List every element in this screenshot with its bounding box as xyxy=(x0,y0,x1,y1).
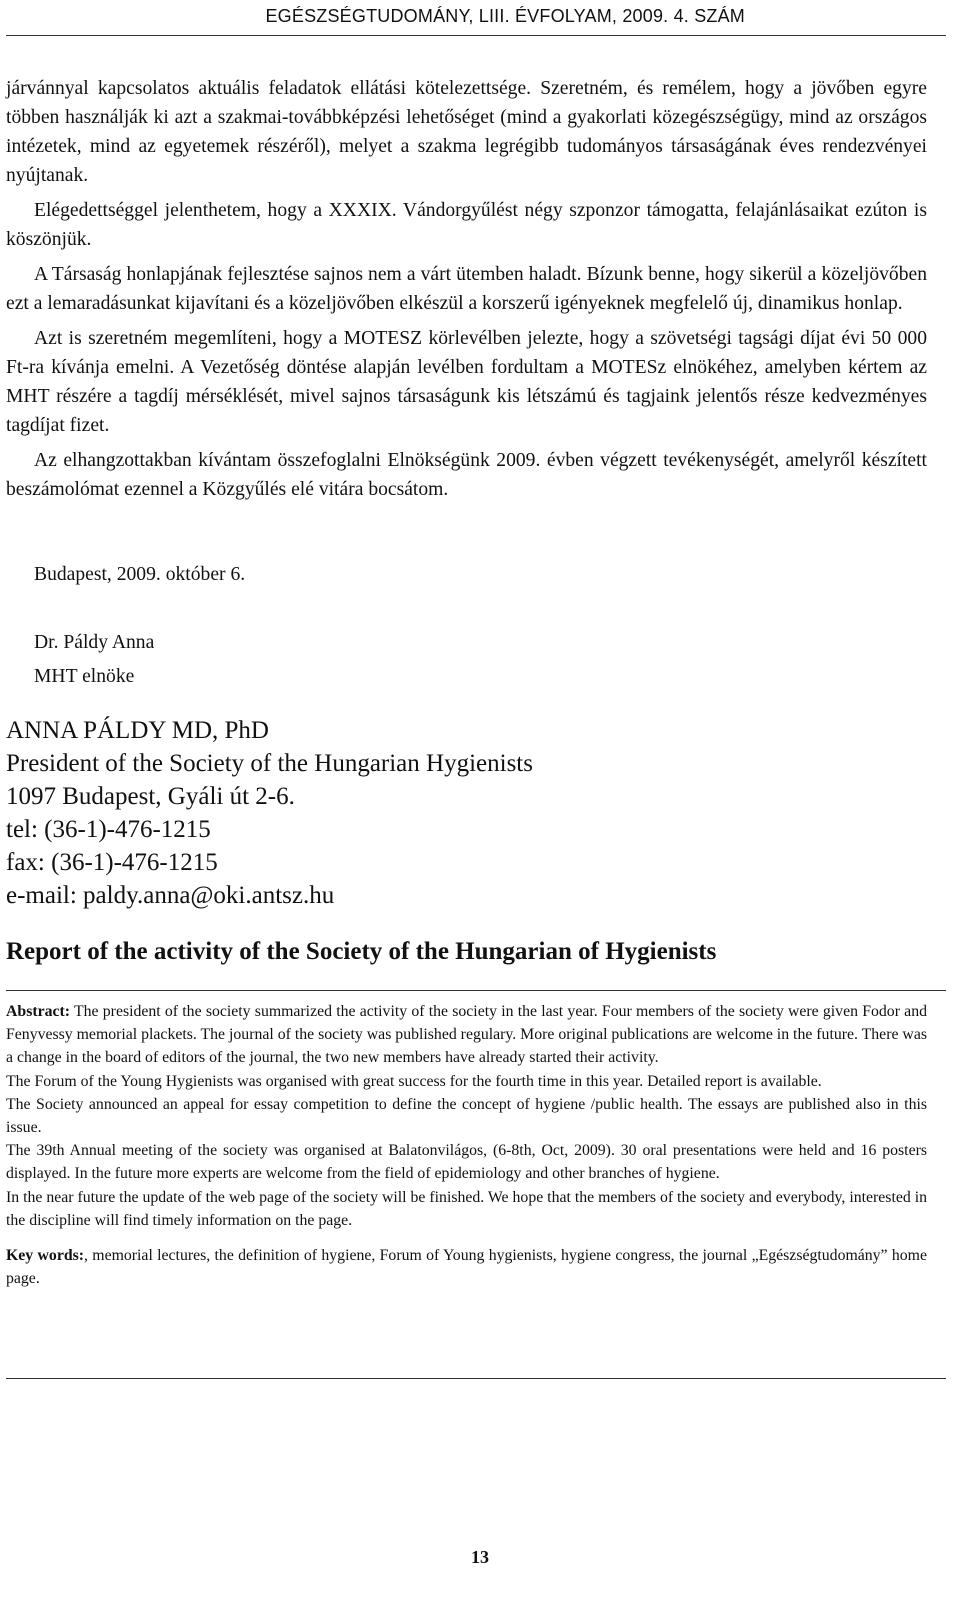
author-contact-block xyxy=(6,714,533,912)
body-paragraph: Azt is szeretném megemlíteni, hogy a MOTESZ körlevélben jelezte, hogy a szövetségi tagsági díjat évi 50 000 Ft-ra kívánja emelni. A Vezetőség döntése alapján levélben fordultam a MOTESz elnökéhez, amelyben kértem az MHT részére a tagdíj mérséklését, mivel sajnos társaságunk kis létszámú és tagjaink jelentős része kedvezményes tagdíjat fizet. xyxy=(6,328,927,436)
running-header: EGÉSZSÉGTUDOMÁNY, LIII. ÉVFOLYAM, 2009. 4. SZÁM xyxy=(265,6,745,26)
author-position: President of the Society of the Hungarian Hygienists xyxy=(6,750,533,777)
signature-title: MHT elnöke xyxy=(34,666,135,687)
abstract-paragraph: In the near future the update of the web page of the society will be finished. We hope that the members of the society and everybody, interested in the discipline will find timely information on the page. xyxy=(6,1188,927,1229)
author-name: ANNA PÁLDY MD, PhD xyxy=(6,717,269,744)
hungarian-report-body xyxy=(6,74,927,510)
keywords-paragraph xyxy=(6,1244,927,1290)
author-telephone: tel: (36-1)-476-1215 xyxy=(6,816,211,843)
abstract-label: Abstract: xyxy=(6,1003,71,1020)
signature-name: Dr. Páldy Anna xyxy=(34,632,155,653)
body-paragraph: járvánnyal kapcsolatos aktuális feladatok ellátási kötelezettsége. Szeretném, és remélem, hogy a jövőben egyre többen használják ki azt a szakmai-továbbképzési lehetőséget (mind a gyakorlati közegészségügy, mind az országos intézetek, mind az egyetemek részéről), melyet a szakma legrégibb tudományos társaságának éves rendezvényei nyújtanak. xyxy=(6,78,927,186)
abstract-divider xyxy=(6,1378,946,1379)
author-address: 1097 Budapest, Gyáli út 2-6. xyxy=(6,783,295,810)
abstract-text: The president of the society summarized the activity of the society in the last year. Four members of the society were given Fodor and Fenyvessy memorial plackets. The journal of the society was published regulary. More original publications are welcome in the future. There was a change in the board of editors of the journal, the two new members have already started their activity. xyxy=(6,1003,927,1067)
body-paragraph: A Társaság honlapjának fejlesztése sajnos nem a várt ütemben haladt. Bízunk benne, hogy sikerül a közeljövőben ezt a lemaradásunkat kijavítani és a közeljövőben elkészül a korszerű igényeknek megfelelő új, dinamikus honlap. xyxy=(6,264,927,314)
author-email: e-mail: paldy.anna@oki.antsz.hu xyxy=(6,882,335,909)
english-report-title: Report of the activity of the Society of the Hungarian of Hygienists xyxy=(6,938,717,965)
abstract-paragraph: The Society announced an appeal for essay competition to define the concept of hygiene /public health. The essays are published also in this issue. xyxy=(6,1095,927,1137)
abstract-paragraph: The 39th Annual meeting of the society was organised at Balatonvilágos, (6-8th, Oct, 2009). 30 oral presentations were held and 16 posters displayed. In the future more experts are welcome from the field of epidemiology and other branches of hygiene. xyxy=(6,1142,927,1183)
place-and-date: Budapest, 2009. október 6. xyxy=(34,564,246,585)
title-divider xyxy=(6,990,946,991)
body-paragraph: Elégedettséggel jelenthetem, hogy a XXXIX. Vándorgyűlést négy szponzor támogatta, felajánlásaikat ezúton is köszönjük. xyxy=(6,200,927,250)
header-divider xyxy=(6,35,946,36)
abstract-section xyxy=(6,1000,927,1290)
keywords-label: Key words: xyxy=(6,1247,85,1265)
keywords-text: , memorial lectures, the definition of hygiene, Forum of Young hygienists, hygiene congress, the journal „Egészségtudomány” home page. xyxy=(6,1247,927,1288)
page-number: 13 xyxy=(471,1547,489,1567)
body-paragraph: Az elhangzottakban kívántam összefoglalni Elnökségünk 2009. évben végzett tevékenységét, amelyről készített beszámolómat ezennel a Közgyűlés elé vitára bocsátom. xyxy=(6,450,927,500)
author-fax: fax: (36-1)-476-1215 xyxy=(6,849,218,876)
abstract-paragraph: The Forum of the Young Hygienists was organised with great success for the fourth time in this year. Detailed report is available. xyxy=(6,1072,822,1090)
abstract-paragraph xyxy=(6,1000,927,1070)
